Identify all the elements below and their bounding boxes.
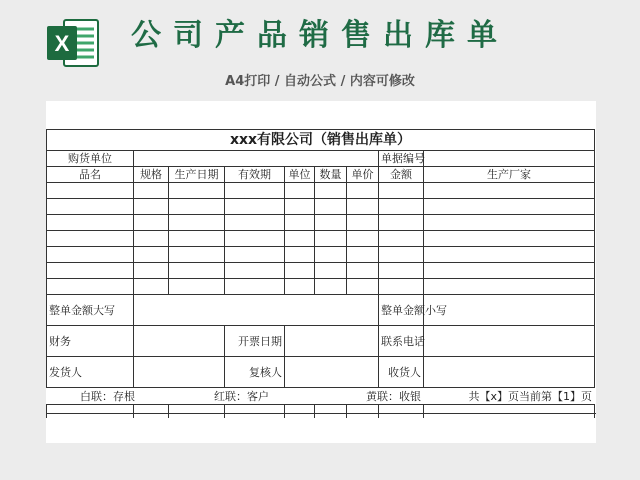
col-header-spec: 规格 (134, 167, 169, 183)
table-row (47, 199, 595, 215)
item-cell[interactable] (379, 247, 424, 263)
table-row (47, 247, 595, 263)
item-cell[interactable] (47, 279, 134, 295)
blank-cell[interactable] (134, 405, 169, 419)
total-lower-value[interactable] (424, 295, 595, 326)
table-row (47, 263, 595, 279)
item-cell[interactable] (315, 215, 347, 231)
item-cell[interactable] (285, 215, 315, 231)
item-cell[interactable] (347, 263, 379, 279)
item-cell[interactable] (47, 199, 134, 215)
item-cell[interactable] (169, 247, 225, 263)
finance-label: 财务 (47, 326, 134, 357)
item-cell[interactable] (315, 263, 347, 279)
item-cell[interactable] (134, 247, 169, 263)
copy-white: 白联：存根 (47, 388, 169, 405)
item-cell[interactable] (47, 231, 134, 247)
item-cell[interactable] (225, 263, 285, 279)
item-cell[interactable] (347, 215, 379, 231)
item-cell[interactable] (134, 215, 169, 231)
item-cell[interactable] (169, 215, 225, 231)
copy-yellow: 黄联：收银 (315, 388, 424, 405)
col-header-amount: 金额 (379, 167, 424, 183)
item-cell[interactable] (225, 183, 285, 199)
item-cell[interactable] (424, 279, 595, 295)
table-row (47, 279, 595, 295)
item-cell[interactable] (315, 199, 347, 215)
buyer-value[interactable] (134, 151, 379, 167)
item-cell[interactable] (285, 279, 315, 295)
item-cell[interactable] (424, 183, 595, 199)
col-header-name: 品名 (47, 167, 134, 183)
item-cell[interactable] (225, 199, 285, 215)
item-cell[interactable] (134, 199, 169, 215)
item-cell[interactable] (315, 183, 347, 199)
table-row (47, 231, 595, 247)
item-cell[interactable] (169, 183, 225, 199)
item-cell[interactable] (169, 199, 225, 215)
logo-letter: X (54, 31, 70, 56)
item-cell[interactable] (424, 231, 595, 247)
shipper-label: 发货人 (47, 357, 134, 388)
spreadsheet-sheet (46, 101, 596, 443)
item-cell[interactable] (47, 183, 134, 199)
doc-no-value[interactable] (424, 151, 595, 167)
invoice-date-label: 开票日期 (225, 326, 285, 357)
total-lower-label: 整单金额小写 (379, 295, 424, 326)
item-cell[interactable] (47, 215, 134, 231)
table-row (47, 215, 595, 231)
form-title: xxx有限公司（销售出库单） (47, 130, 595, 151)
item-cell[interactable] (169, 231, 225, 247)
item-cell[interactable] (315, 231, 347, 247)
blank-cell[interactable] (347, 405, 379, 419)
blank-cell[interactable] (169, 405, 225, 419)
blank-cell[interactable] (225, 405, 285, 419)
item-cell[interactable] (347, 279, 379, 295)
item-cell[interactable] (285, 263, 315, 279)
item-cell[interactable] (424, 215, 595, 231)
item-cell[interactable] (379, 215, 424, 231)
item-cell[interactable] (225, 247, 285, 263)
blank-cell[interactable] (285, 405, 315, 419)
item-cell[interactable] (315, 247, 347, 263)
banner-title: 公司产品销售出库单 (131, 18, 509, 53)
shipper-value[interactable] (134, 357, 225, 388)
copy-red: 红联：客户 (169, 388, 315, 405)
phone-label: 联系电话 (379, 326, 424, 357)
item-cell[interactable] (134, 279, 169, 295)
header-row (47, 167, 595, 183)
item-cell[interactable] (379, 183, 424, 199)
invoice-date-value[interactable] (285, 326, 379, 357)
item-cell[interactable] (379, 263, 424, 279)
col-header-qty: 数量 (315, 167, 347, 183)
divider (46, 413, 596, 414)
item-cell[interactable] (315, 279, 347, 295)
item-cell[interactable] (225, 215, 285, 231)
phone-value[interactable] (424, 326, 595, 357)
item-cell[interactable] (225, 279, 285, 295)
item-cell[interactable] (285, 231, 315, 247)
item-cell[interactable] (347, 199, 379, 215)
item-cell[interactable] (134, 183, 169, 199)
item-cell[interactable] (169, 263, 225, 279)
item-cell[interactable] (424, 247, 595, 263)
item-cell[interactable] (347, 183, 379, 199)
buyer-label: 购货单位 (47, 151, 134, 167)
item-cell[interactable] (47, 247, 134, 263)
total-upper-label: 整单金额大写 (47, 295, 134, 326)
item-cell[interactable] (285, 199, 315, 215)
col-header-unit: 单位 (285, 167, 315, 183)
item-cell[interactable] (347, 247, 379, 263)
item-cell[interactable] (225, 231, 285, 247)
blank-cell[interactable] (424, 405, 595, 419)
blank-cell[interactable] (315, 405, 347, 419)
blank-cell[interactable] (379, 405, 424, 419)
receiver-value[interactable] (424, 357, 595, 388)
table-row (47, 183, 595, 199)
item-cell[interactable] (134, 263, 169, 279)
item-cell[interactable] (285, 183, 315, 199)
finance-value[interactable] (134, 326, 225, 357)
col-header-manufacturer: 生产厂家 (424, 167, 595, 183)
blank-cell[interactable] (47, 405, 134, 419)
sales-outbound-form (46, 129, 595, 418)
page-info: 共【x】页当前第【1】页 (424, 388, 595, 405)
item-cell[interactable] (134, 231, 169, 247)
item-cell[interactable] (424, 199, 595, 215)
item-cell[interactable] (285, 247, 315, 263)
total-upper-value[interactable] (134, 295, 379, 326)
doc-no-label: 单据编号 (379, 151, 424, 167)
reviewer-value[interactable] (285, 357, 379, 388)
col-header-price: 单价 (347, 167, 379, 183)
reviewer-label: 复核人 (225, 357, 285, 388)
col-header-mfg-date: 生产日期 (169, 167, 225, 183)
item-cell[interactable] (379, 231, 424, 247)
receiver-label: 收货人 (379, 357, 424, 388)
item-cell[interactable] (169, 279, 225, 295)
col-header-expiry: 有效期 (225, 167, 285, 183)
item-cell[interactable] (379, 279, 424, 295)
item-cell[interactable] (47, 263, 134, 279)
banner-subtitle: A4打印 / 自动公式 / 内容可修改 (225, 74, 415, 89)
item-cell[interactable] (424, 263, 595, 279)
excel-logo-icon (46, 17, 100, 69)
item-cell[interactable] (379, 199, 424, 215)
item-cell[interactable] (347, 231, 379, 247)
